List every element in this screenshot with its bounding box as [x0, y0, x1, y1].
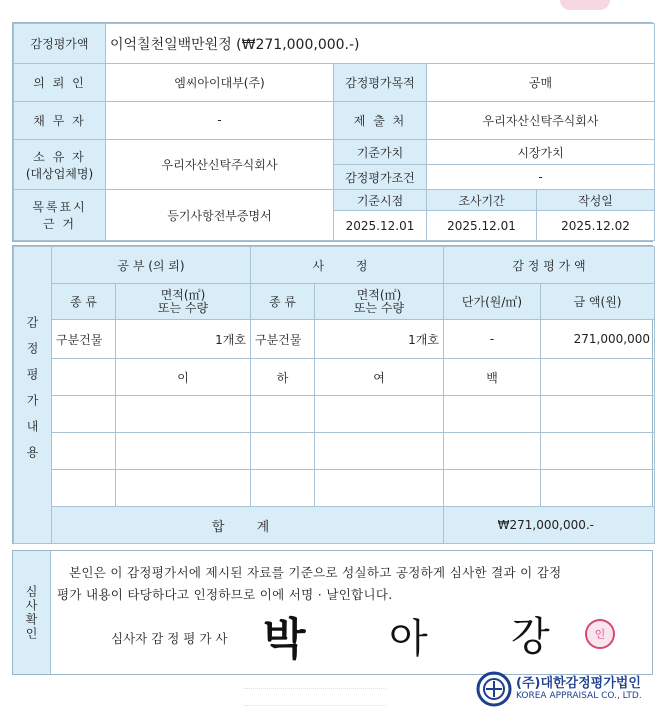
col-area-actual: 면적(㎡) 또는 수량 [315, 284, 444, 320]
seal-stamp: 인 [585, 619, 615, 649]
row1-qty-actual: 1개호 [315, 320, 444, 359]
list-value: 등기사항전부증명서 [106, 190, 334, 241]
amount-value: 이억칠천일백만원정 (₩271,000,000.-) [106, 24, 655, 64]
review-section [12, 550, 653, 675]
date-written-label: 작성일 [537, 190, 655, 211]
row1-kind-actual: 구분건물 [251, 320, 315, 359]
date-written-value: 2025.12.02 [537, 211, 655, 241]
review-side-label: 심사확인 [13, 551, 51, 674]
row1-unit-price: - [444, 320, 541, 359]
review-text-2: 평가 내용이 타당하다고 인정하므로 이에 서명 · 날인합니다. [57, 587, 393, 602]
table-row [14, 433, 655, 470]
debtor-label: 채 무 자 [14, 101, 106, 139]
company-logo [476, 670, 660, 708]
company-name-en: KOREA APPRAISAL CO., LTD. [516, 691, 642, 701]
row2-c3: 여 [315, 359, 444, 396]
group-public: 공 부 (의 뢰) [52, 247, 251, 284]
stamp-fragment [560, 0, 610, 10]
purpose-value: 공매 [427, 64, 655, 102]
client-value: 엠씨아이대부(주) [106, 64, 334, 102]
amount-label: 감정평가액 [14, 24, 106, 64]
owner-label [14, 139, 106, 190]
col-kind-public: 종 류 [52, 284, 116, 320]
reviewer-label: 심사자 감 정 평 가 사 [111, 631, 228, 646]
owner-label-sub: (대상업체명) [25, 166, 94, 181]
col-area-public: 면적(㎡) 또는 수량 [116, 284, 251, 320]
owner-value: 우리자산신탁주식회사 [106, 139, 334, 190]
row2-c1: 이 [116, 359, 251, 396]
condition-label: 감정평가조건 [334, 165, 427, 190]
submit-value: 우리자산신탁주식회사 [427, 101, 655, 139]
basis-value-value: 시장가치 [427, 139, 655, 164]
summary-table [12, 22, 653, 242]
debtor-value: - [106, 101, 334, 139]
list-label-1: 목록표시 [32, 200, 87, 215]
group-appraisal: 감 정 평 가 액 [444, 247, 655, 284]
row2-c2: 하 [251, 359, 315, 396]
signature-char-1: 박 [263, 614, 306, 665]
review-text-1: 본인은 이 감정평가서에 제시된 자료를 기준으로 성실하고 공정하게 심사한 결과 이 감정 [69, 565, 562, 580]
row2-c4: 백 [444, 359, 541, 396]
date-survey-value: 2025.12.01 [427, 211, 537, 241]
company-name-kr: (주)대한감정평가법인 [516, 676, 641, 691]
list-label [14, 190, 106, 241]
submit-label: 제 출 처 [334, 101, 427, 139]
date-base-value: 2025.12.01 [334, 211, 427, 241]
company-emblem-icon [476, 671, 512, 707]
date-base-label: 기준시점 [334, 190, 427, 211]
condition-value: - [427, 165, 655, 190]
purpose-label: 감정평가목적 [334, 64, 427, 102]
faint-page-marks [244, 688, 386, 706]
table-row [14, 320, 655, 359]
owner-label-main: 소 유 자 [33, 149, 86, 164]
col-amount: 금 액(원) [541, 284, 655, 320]
signature-char-2: 아 [389, 616, 428, 662]
col-unit-price: 단가(원/㎡) [444, 284, 541, 320]
table-row [14, 359, 655, 396]
basis-value-label: 기준가치 [334, 139, 427, 164]
signature-char-3: 강 [511, 614, 550, 660]
detail-table [12, 245, 653, 544]
table-row [14, 396, 655, 433]
table-row [14, 470, 655, 507]
col-kind-actual: 종 류 [251, 284, 315, 320]
client-label: 의 뢰 인 [14, 64, 106, 102]
date-survey-label: 조사기간 [427, 190, 537, 211]
detail-side-label: 감정평가내용 [14, 247, 52, 544]
total-label: 합 계 [52, 507, 444, 544]
row1-qty-public: 1개호 [116, 320, 251, 359]
group-actual: 사 정 [251, 247, 444, 284]
row1-kind-public: 구분건물 [52, 320, 116, 359]
total-value: ₩271,000,000.- [444, 507, 655, 544]
row1-amount: 271,000,000 [541, 320, 655, 359]
list-label-2: 근 거 [43, 217, 76, 232]
